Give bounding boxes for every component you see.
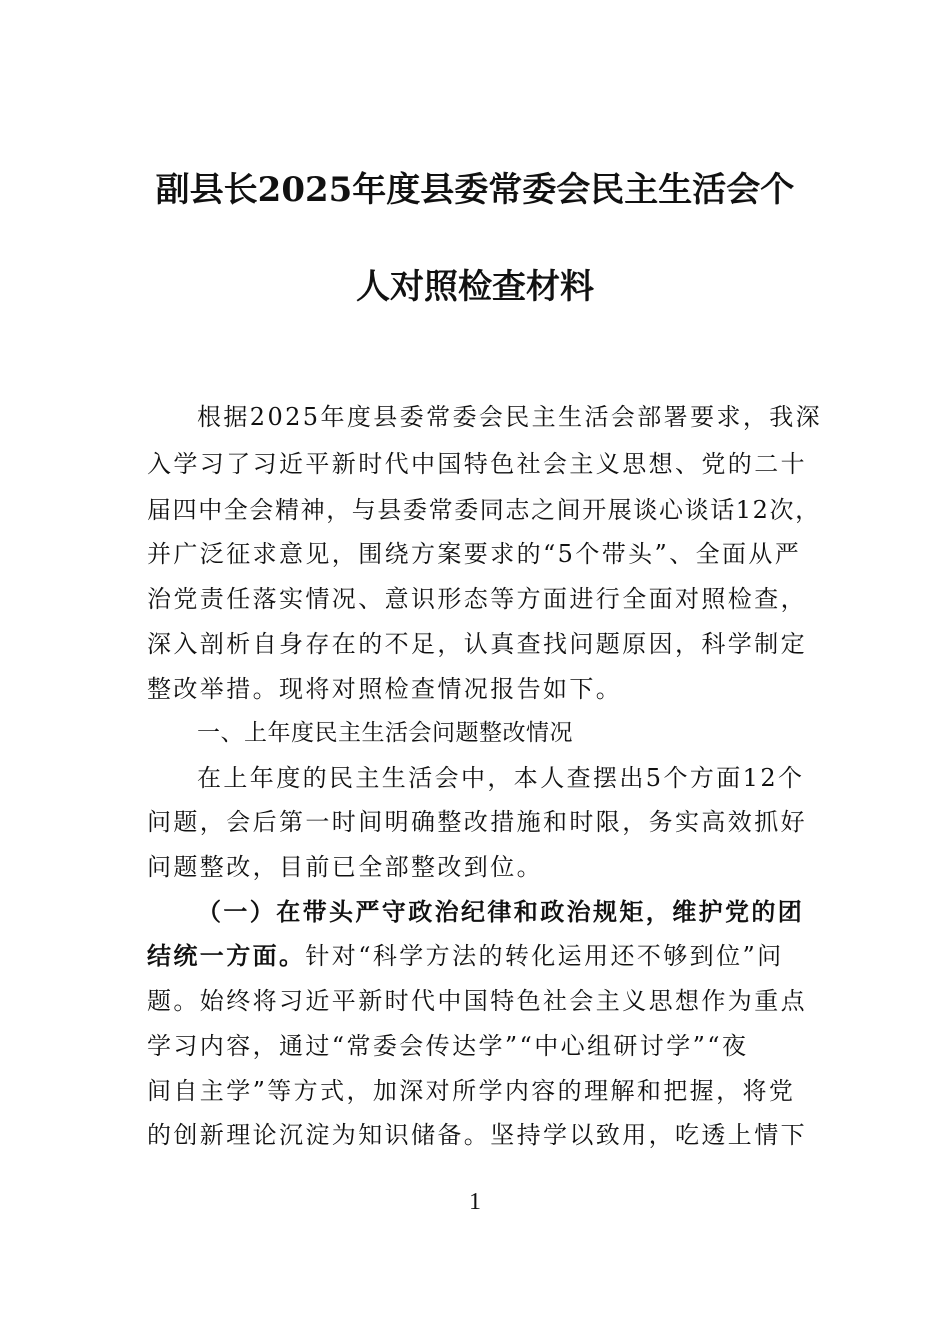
document-title-line-2: 人对照检查材料 xyxy=(356,267,594,307)
body-line-mixed xyxy=(147,942,784,970)
page-number: 1 xyxy=(469,1189,481,1215)
body-line: 问题，会后第一时间明确整改措施和时限，务实高效抓好 xyxy=(147,808,807,836)
body-text: 针对“科学方法的转化运用还不够到位”问 xyxy=(305,942,784,970)
section-heading: 一、上年度民主生活会问题整改情况 xyxy=(197,720,573,746)
body-line: 根据2025年度县委常委会民主生活会部署要求，我深 xyxy=(197,403,823,431)
body-line: 整改举措。现将对照检查情况报告如下。 xyxy=(147,675,623,703)
body-line: 题。始终将习近平新时代中国特色社会主义思想作为重点 xyxy=(147,987,807,1015)
body-line: 并广泛征求意见，围绕方案要求的“5个带头”、全面从严 xyxy=(147,540,802,568)
subsection-heading: （一）在带头严守政治纪律和政治规矩，维护党的团 xyxy=(197,897,805,926)
body-line: 问题整改，目前已全部整改到位。 xyxy=(147,853,543,881)
body-line: 届四中全会精神，与县委常委同志之间开展谈心谈话12次， xyxy=(147,496,821,524)
body-line: 的创新理论沉淀为知识储备。坚持学以致用，吃透上情下 xyxy=(147,1121,807,1149)
subsection-heading-end: 结统一方面。 xyxy=(147,941,306,970)
body-line: 间自主学”等方式，加深对所学内容的理解和把握，将党 xyxy=(147,1077,796,1105)
body-line: 入学习了习近平新时代中国特色社会主义思想、党的二十 xyxy=(147,450,807,478)
body-line: 学习内容，通过“常委会传达学”“中心组研讨学”“夜 xyxy=(147,1032,749,1060)
body-line: 深入剖析自身存在的不足，认真查找问题原因，科学制定 xyxy=(147,630,807,658)
document-title-line-1: 副县长2025年度县委常委会民主生活会个 xyxy=(155,170,795,210)
body-line: 治党责任落实情况、意识形态等方面进行全面对照检查， xyxy=(147,585,807,613)
body-line: 在上年度的民主生活会中，本人查摆出5个方面12个 xyxy=(197,764,805,792)
